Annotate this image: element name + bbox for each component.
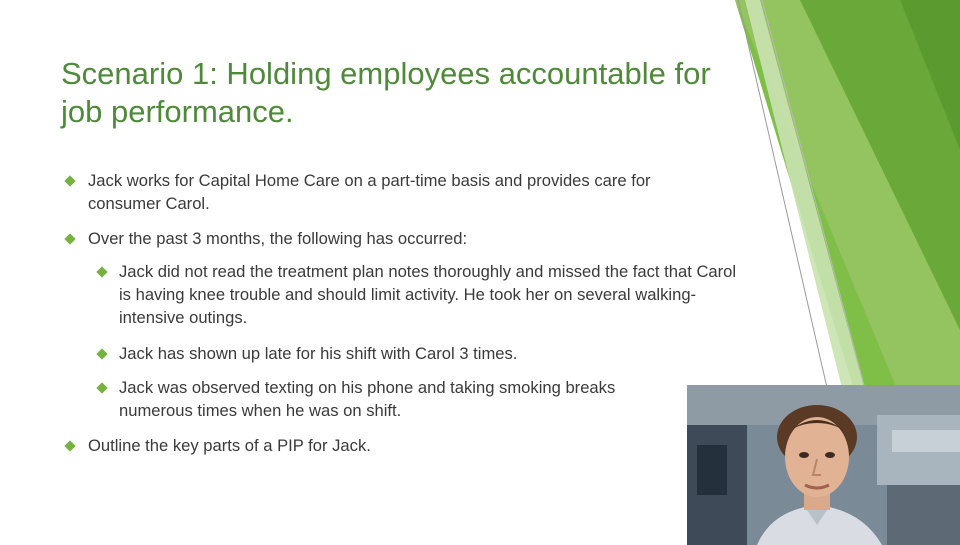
bullet-text: Jack was observed texting on his phone and taking smoking breaks numerous times when he was on shift. [119, 378, 616, 420]
bullet-text: Jack has shown up late for his shift with Carol 3 times. [119, 344, 518, 363]
photo-illustration [687, 385, 960, 545]
diamond-bullet-icon [64, 440, 75, 451]
slide-title: Scenario 1: Holding employees accountable for job performance. [61, 56, 711, 129]
sub-bullet-item [119, 342, 739, 365]
bullet-text: Over the past 3 months, the following has occurred: [88, 229, 468, 248]
diamond-bullet-icon [96, 382, 107, 393]
bullet-text: Jack works for Capital Home Care on a part-time basis and provides care for consumer Carol. [88, 171, 651, 213]
bullet-item [88, 434, 728, 457]
sub-bullet-item [119, 260, 739, 329]
diamond-bullet-icon [64, 175, 75, 186]
diamond-bullet-icon [96, 266, 107, 277]
bullet-item [88, 169, 728, 215]
bullet-text: Outline the key parts of a PIP for Jack. [88, 436, 371, 455]
bullet-item [88, 227, 728, 250]
photo-man-in-office [687, 385, 960, 545]
diamond-bullet-icon [96, 348, 107, 359]
bullet-text: Jack did not read the treatment plan notes thoroughly and missed the fact that Carol is having knee trouble and should limit activity. He took her on several walking-intensive outings. [119, 262, 737, 327]
diamond-bullet-icon [64, 233, 75, 244]
sub-bullet-item [119, 376, 679, 422]
